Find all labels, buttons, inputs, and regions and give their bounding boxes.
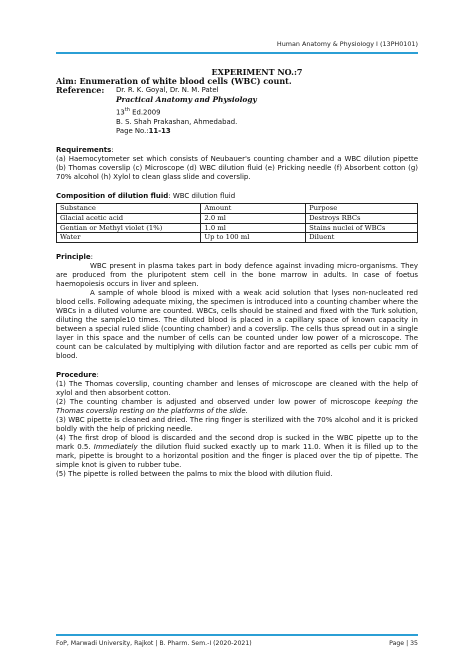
composition-subtitle: : WBC dilution fluid <box>168 192 236 201</box>
footer-institution: FoP, Marwadi University, Rajkot | B. Pharm. Sem.-I (2020-2021) <box>56 640 252 647</box>
step-2-emphasis: keeping the Thomas coverslip resting on the platforms of the slide. <box>56 397 418 415</box>
principle-paragraph-1: WBC present in plasma takes part in body defence against invading micro-organisms. They are produced from the pluripotent stem cell in the bone marrow in adults. In case of foetus haemopoiesis occurs in liver and spleen. <box>56 261 418 288</box>
table-cell: Diluent <box>306 233 418 243</box>
reference-block <box>56 86 418 136</box>
table-cell: Up to 100 ml <box>201 233 306 243</box>
reference-publisher: B. S. Shah Prakashan, Ahmedabad. <box>116 117 238 126</box>
table-cell: Gentian or Methyl violet (1%) <box>57 223 201 233</box>
reference-body <box>116 86 257 136</box>
column-header: Amount <box>201 204 306 214</box>
composition-heading: Composition of dilution fluid <box>56 192 169 201</box>
procedure-section: Procedure: (1) The Thomas coverslip, counting chamber and lenses of microscope are cleaned with the help of xylol and then absorbent cotton. (2) The counting chamber is adjusted and observed under low power of microscope keeping the Thomas coverslip resting on the platforms of the slide. (3) WBC pipette is cleaned and dried. The ring finger is sterilized with the 70% alcohol and it is pricked boldly with the help of pricking needle. (4) The first drop of blood is discarded and the second drop is sucked in the WBC pipette up to the mark 0.5. Immediately the dilution fluid sucked exactly up to mark 11.0. When it is filled up to the mark, pipette is brought to a horizontal position and the finger is placed over the tip of pipette. The simple knot is given to rubber tube. (5) The pipette is rolled between the palms to mix the blood with dilution fluid. <box>56 370 418 478</box>
reference-authors: Dr. R. K. Goyal, Dr. N. M. Patel <box>116 86 219 94</box>
procedure-step-3: (3) WBC pipette is cleaned and dried. The ring finger is sterilized with the 70% alcohol and it is pricked boldly with the help of pricking needle. <box>56 415 418 433</box>
principle-heading: Principle <box>56 252 91 261</box>
composition-table <box>56 203 418 242</box>
table-row <box>57 213 418 223</box>
reference-pages <box>116 127 257 136</box>
table-cell: Glacial acetic acid <box>57 213 201 223</box>
step-2-text: (2) The counting chamber is adjusted and observed under low power of microscope <box>56 397 375 406</box>
running-header: Human Anatomy & Physiology I (13PH0101) <box>276 40 418 48</box>
table-header-row <box>57 204 418 214</box>
step-4-text: (4) The first drop of blood is discarded and the second drop is sucked in the WBC pipette up to the mark 0.5. <box>56 433 418 451</box>
table-cell: Water <box>57 233 201 243</box>
table-row <box>57 233 418 243</box>
page-range: 11-13 <box>148 127 171 136</box>
procedure-heading: Procedure <box>56 370 97 379</box>
composition-section <box>56 192 418 242</box>
experiment-title: EXPERIMENT NO.:7 <box>211 67 303 77</box>
requirements-text: (a) Haemocytometer set which consists of Neubauer's counting chamber and a WBC dilution pipette (b) Thomas coverslip (c) Microscope (d) WBC dilution fluid (e) Pricking needle (f) Absorbent cotton (g) 70% alcohol (h) Xylol to clean glass slide and coverslip. <box>56 155 418 182</box>
principle-section: Principle: WBC present in plasma takes part in body defence against invading micro-organisms. They are produced from the pluripotent stem cell in the bone marrow in adults. In case of foetus haemopoiesis occurs in liver and spleen. A sample of whole blood is mixed with a weak acid solution that lyses non-nucleated red blood cells. Following adequate mixing, the specimen is introduced into a counting chamber where the WBCs in a diluted volume are counted. WBCs, cells should be stained and fixed with the Turk solution, diluting the sample10 times. The diluted blood is placed in a capillary space of known capacity in between a special ruled slide (counting chamber) and a coverslip. The cells thus spread out in a single layer in this space and the number of cells can be counted under low power of a microscope. The count can be calculated by multiplying with dilution factor and are reported as cells per cubic mm of blood. <box>56 252 418 360</box>
column-header: Purpose <box>306 204 418 214</box>
requirements-heading: Requirements <box>56 146 112 155</box>
step-4-emphasis: Immediately <box>93 442 138 451</box>
procedure-step-5: (5) The pipette is rolled between the palms to mix the blood with dilution fluid. <box>56 469 333 478</box>
table-cell: 2.0 ml <box>201 213 306 223</box>
table-row <box>57 223 418 233</box>
column-header: Substance <box>57 204 201 214</box>
edition-year: Ed.2009 <box>129 108 161 117</box>
table-cell: 1.0 ml <box>201 223 306 233</box>
requirements-section: Requirements: (a) Haemocytometer set which consists of Neubauer's counting chamber and a WBC dilution pipette (b) Thomas coverslip (c) Microscope (d) WBC dilution fluid (e) Pricking needle (f) Absorbent cotton (g) 70% alcohol (h) Xylol to clean glass slide and coverslip. <box>56 146 418 182</box>
table-cell: Stains nuclei of WBCs <box>306 223 418 233</box>
reference-book: Practical Anatomy and Physiology <box>116 95 257 105</box>
edition-suffix: th <box>124 107 130 114</box>
page-content <box>56 68 418 479</box>
table-cell: Destroys RBCs <box>306 213 418 223</box>
reference-label: Reference: <box>56 85 105 95</box>
procedure-step-1: (1) The Thomas coverslip, counting chamber and lenses of microscope are cleaned with the help of xylol and then absorbent cotton. <box>56 379 418 397</box>
procedure-step-2 <box>56 398 418 416</box>
header-rule <box>56 52 418 54</box>
experiment-aim: Aim: Enumeration of white blood cells (WBC) count. <box>56 76 292 86</box>
procedure-step-4 <box>56 434 418 470</box>
step-4-text-cont: the dilution fluid sucked exactly up to mark 11.0. When it is filled up to the mark, pipette is brought to a horizontal position and the finger is placed over the tip of pipette. The simple knot is given to rubber tube. <box>56 442 418 469</box>
page-label: Page No.: <box>116 127 149 136</box>
footer-rule <box>56 634 418 636</box>
reference-edition <box>116 106 257 118</box>
edition-number: 13 <box>116 108 125 117</box>
page-footer <box>56 640 418 647</box>
footer-page-number: Page | 35 <box>389 640 418 647</box>
principle-paragraph-2: A sample of whole blood is mixed with a weak acid solution that lyses non-nucleated red blood cells. Following adequate mixing, the specimen is introduced into a counting chamber where the WBCs in a diluted volume are counted. WBCs, cells should be stained and fixed with the Turk solution, diluting the sample10 times. The diluted blood is placed in a capillary space of known capacity in between a special ruled slide (counting chamber) and a coverslip. The cells thus spread out in a single layer in this space and the number of cells can be counted under low power of a microscope. The count can be calculated by multiplying with dilution factor and are reported as cells per cubic mm of blood. <box>56 288 418 360</box>
